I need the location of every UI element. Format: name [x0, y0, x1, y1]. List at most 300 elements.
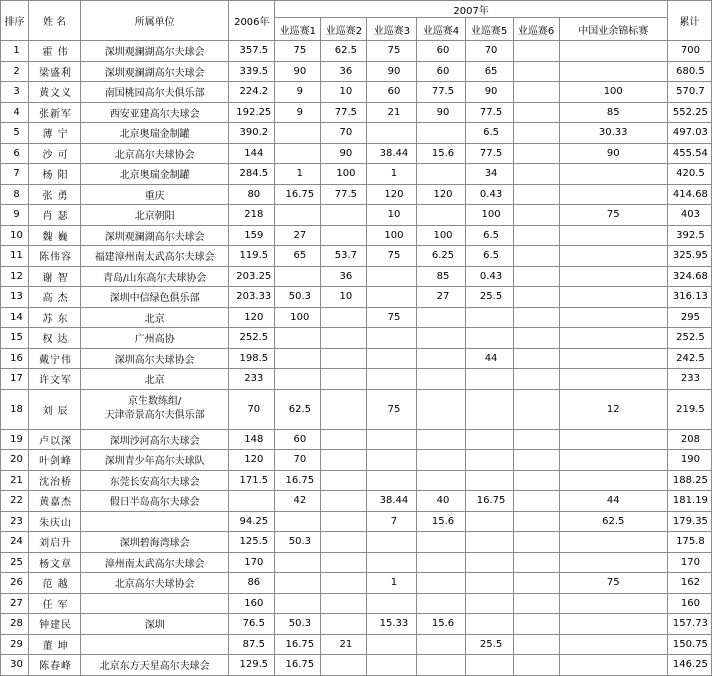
score-2006-cell: 144: [229, 143, 275, 164]
score-2006-cell: 218: [229, 205, 275, 226]
event-2-cell: 100: [321, 164, 367, 185]
championship-cell: 30.33: [559, 123, 667, 144]
event-1-cell: [275, 369, 321, 390]
event-5-cell: [465, 655, 513, 676]
player-name-cell: 张新军: [29, 102, 81, 123]
event-6-cell: [513, 328, 559, 349]
championship-cell: 44: [559, 491, 667, 512]
event-2-cell: 53.7: [321, 246, 367, 267]
event-2-cell: [321, 511, 367, 532]
event-2-cell: [321, 532, 367, 553]
event-1-cell: 90: [275, 61, 321, 82]
score-2006-cell: 80: [229, 184, 275, 205]
total-cell: 324.68: [667, 266, 711, 287]
event-2-cell: [321, 328, 367, 349]
player-name-cell: 杨 阳: [29, 164, 81, 185]
score-2006-cell: 357.5: [229, 41, 275, 62]
table-row: [1, 61, 712, 82]
org-cell: 深圳中信绿色俱乐部: [81, 287, 229, 308]
event-2-cell: 21: [321, 634, 367, 655]
championship-cell: [559, 61, 667, 82]
player-name-cell: 朱庆山: [29, 511, 81, 532]
table-row: [1, 655, 712, 676]
rank-cell: 9: [1, 205, 29, 226]
table-row: [1, 164, 712, 185]
score-2006-cell: 148: [229, 429, 275, 450]
event-6-cell: [513, 511, 559, 532]
total-cell: 392.5: [667, 225, 711, 246]
event-2-cell: [321, 429, 367, 450]
table-row: [1, 470, 712, 491]
event-4-cell: [417, 429, 465, 450]
table-row: [1, 205, 712, 226]
table-row: [1, 102, 712, 123]
event-3-cell: 10: [367, 205, 417, 226]
event-5-cell: 90: [465, 82, 513, 103]
event-2-cell: [321, 655, 367, 676]
championship-cell: [559, 450, 667, 471]
score-2006-cell: 203.25: [229, 266, 275, 287]
event-3-cell: 38.44: [367, 143, 417, 164]
event-6-cell: [513, 266, 559, 287]
event-4-cell: 90: [417, 102, 465, 123]
event-3-cell: 7: [367, 511, 417, 532]
player-name-cell: 沙 可: [29, 143, 81, 164]
event-1-cell: [275, 205, 321, 226]
event-3-cell: 120: [367, 184, 417, 205]
rank-cell: 12: [1, 266, 29, 287]
player-name-cell: 刘启升: [29, 532, 81, 553]
event-6-cell: [513, 614, 559, 635]
event-6-cell: [513, 634, 559, 655]
event-2-cell: [321, 369, 367, 390]
table-row: [1, 266, 712, 287]
rank-cell: 7: [1, 164, 29, 185]
rank-cell: 19: [1, 429, 29, 450]
org-cell: 深圳高尔夫球协会: [81, 348, 229, 369]
event-5-cell: 25.5: [465, 287, 513, 308]
total-cell: 175.8: [667, 532, 711, 553]
event-2-cell: [321, 593, 367, 614]
event-4-cell: [417, 328, 465, 349]
event-1-cell: 50.3: [275, 614, 321, 635]
player-name-cell: 戴宁伟: [29, 348, 81, 369]
event-4-cell: [417, 389, 465, 429]
event-3-cell: [367, 266, 417, 287]
championship-cell: [559, 614, 667, 635]
score-2006-cell: 160: [229, 593, 275, 614]
player-name-cell: 陈伟容: [29, 246, 81, 267]
score-2006-cell: 120: [229, 307, 275, 328]
championship-cell: 85: [559, 102, 667, 123]
event-5-cell: 6.5: [465, 246, 513, 267]
event-1-cell: 1: [275, 164, 321, 185]
event-3-cell: 75: [367, 246, 417, 267]
score-2006-cell: 233: [229, 369, 275, 390]
championship-cell: [559, 655, 667, 676]
table-row: [1, 225, 712, 246]
table-row: [1, 143, 712, 164]
event-5-cell: [465, 614, 513, 635]
table-row: [1, 532, 712, 553]
event-1-cell: [275, 123, 321, 144]
event-2-cell: [321, 225, 367, 246]
total-cell: 170: [667, 552, 711, 573]
championship-cell: [559, 532, 667, 553]
player-name-cell: 陈春峰: [29, 655, 81, 676]
event-6-cell: [513, 41, 559, 62]
event-3-cell: [367, 450, 417, 471]
score-2006-cell: [229, 491, 275, 512]
event-1-cell: 16.75: [275, 634, 321, 655]
header-event-4: 业巡赛4: [417, 18, 465, 41]
table-row: [1, 491, 712, 512]
header-row-top: [1, 1, 712, 18]
event-1-cell: 50.3: [275, 287, 321, 308]
rank-cell: 28: [1, 614, 29, 635]
player-name-cell: 魏 巍: [29, 225, 81, 246]
table-row: [1, 552, 712, 573]
event-5-cell: [465, 573, 513, 594]
header-event-2: 业巡赛2: [321, 18, 367, 41]
org-cell: 青岛/山东高尔夫球协会: [81, 266, 229, 287]
event-2-cell: [321, 552, 367, 573]
championship-cell: [559, 287, 667, 308]
score-2006-cell: 94.25: [229, 511, 275, 532]
total-cell: 188.25: [667, 470, 711, 491]
org-cell: 深圳: [81, 614, 229, 635]
event-3-cell: [367, 328, 417, 349]
rank-cell: 15: [1, 328, 29, 349]
event-4-cell: 100: [417, 225, 465, 246]
total-cell: 150.75: [667, 634, 711, 655]
event-5-cell: 77.5: [465, 102, 513, 123]
total-cell: 181.19: [667, 491, 711, 512]
player-name-cell: 黄文义: [29, 82, 81, 103]
header-event-1: 业巡赛1: [275, 18, 321, 41]
event-4-cell: [417, 470, 465, 491]
championship-cell: [559, 225, 667, 246]
championship-cell: [559, 184, 667, 205]
table-row: [1, 41, 712, 62]
event-3-cell: [367, 552, 417, 573]
event-4-cell: [417, 532, 465, 553]
event-4-cell: 27: [417, 287, 465, 308]
org-cell: 深圳观澜湖高尔夫球会: [81, 61, 229, 82]
rank-cell: 10: [1, 225, 29, 246]
event-2-cell: [321, 470, 367, 491]
player-name-cell: 刘 辰: [29, 389, 81, 429]
event-6-cell: [513, 532, 559, 553]
event-2-cell: [321, 307, 367, 328]
event-3-cell: 75: [367, 389, 417, 429]
event-6-cell: [513, 225, 559, 246]
rank-cell: 21: [1, 470, 29, 491]
event-5-cell: 77.5: [465, 143, 513, 164]
org-cell: 广州高协: [81, 328, 229, 349]
event-5-cell: 44: [465, 348, 513, 369]
player-name-cell: 沈治桥: [29, 470, 81, 491]
event-3-cell: 100: [367, 225, 417, 246]
table-row: [1, 82, 712, 103]
rank-cell: 4: [1, 102, 29, 123]
event-4-cell: [417, 593, 465, 614]
total-cell: 157.73: [667, 614, 711, 635]
event-2-cell: 36: [321, 61, 367, 82]
event-5-cell: [465, 532, 513, 553]
event-2-cell: 10: [321, 82, 367, 103]
event-2-cell: [321, 205, 367, 226]
total-cell: 160: [667, 593, 711, 614]
score-2006-cell: 86: [229, 573, 275, 594]
event-3-cell: 15.33: [367, 614, 417, 635]
org-cell: 北京东方天星高尔夫球会: [81, 655, 229, 676]
ranking-rows: [1, 41, 712, 676]
championship-cell: 12: [559, 389, 667, 429]
event-5-cell: [465, 470, 513, 491]
rank-cell: 8: [1, 184, 29, 205]
table-row: [1, 123, 712, 144]
event-6-cell: [513, 123, 559, 144]
event-1-cell: [275, 511, 321, 532]
event-4-cell: 77.5: [417, 82, 465, 103]
total-cell: 242.5: [667, 348, 711, 369]
championship-cell: [559, 307, 667, 328]
event-5-cell: 70: [465, 41, 513, 62]
event-3-cell: 38.44: [367, 491, 417, 512]
org-cell: 北京奥瑞金制罐: [81, 164, 229, 185]
event-4-cell: 60: [417, 61, 465, 82]
total-cell: 552.25: [667, 102, 711, 123]
player-name-cell: 权 达: [29, 328, 81, 349]
org-cell: 北京朝阳: [81, 205, 229, 226]
event-6-cell: [513, 552, 559, 573]
total-cell: 680.5: [667, 61, 711, 82]
event-4-cell: 15.6: [417, 511, 465, 532]
player-name-cell: 任 军: [29, 593, 81, 614]
event-3-cell: 21: [367, 102, 417, 123]
total-cell: 146.25: [667, 655, 711, 676]
event-4-cell: 6.25: [417, 246, 465, 267]
org-cell: 假日半岛高尔夫球会: [81, 491, 229, 512]
championship-cell: 90: [559, 143, 667, 164]
header-org: 所属单位: [81, 1, 229, 41]
event-3-cell: 75: [367, 307, 417, 328]
player-name-cell: 卢以深: [29, 429, 81, 450]
player-name-cell: 钟建民: [29, 614, 81, 635]
event-5-cell: 65: [465, 61, 513, 82]
event-1-cell: [275, 328, 321, 349]
table-row: [1, 287, 712, 308]
event-3-cell: 90: [367, 61, 417, 82]
org-cell: 漳州南太武高尔夫球会: [81, 552, 229, 573]
score-2006-cell: 120: [229, 450, 275, 471]
score-2006-cell: 70: [229, 389, 275, 429]
org-cell: 深圳碧海湾球会: [81, 532, 229, 553]
event-1-cell: 62.5: [275, 389, 321, 429]
table-row: [1, 614, 712, 635]
event-2-cell: [321, 389, 367, 429]
event-2-cell: [321, 348, 367, 369]
org-cell: 重庆: [81, 184, 229, 205]
event-4-cell: [417, 655, 465, 676]
event-3-cell: [367, 655, 417, 676]
rank-cell: 3: [1, 82, 29, 103]
total-cell: 316.13: [667, 287, 711, 308]
event-1-cell: 27: [275, 225, 321, 246]
total-cell: 420.5: [667, 164, 711, 185]
table-row: [1, 573, 712, 594]
rank-cell: 13: [1, 287, 29, 308]
event-6-cell: [513, 143, 559, 164]
table-row: [1, 328, 712, 349]
event-1-cell: 75: [275, 41, 321, 62]
event-2-cell: 10: [321, 287, 367, 308]
event-1-cell: 16.75: [275, 184, 321, 205]
table-row: [1, 429, 712, 450]
score-2006-cell: 170: [229, 552, 275, 573]
championship-cell: [559, 328, 667, 349]
event-5-cell: 25.5: [465, 634, 513, 655]
championship-cell: [559, 164, 667, 185]
event-6-cell: [513, 429, 559, 450]
event-6-cell: [513, 470, 559, 491]
score-2006-cell: 390.2: [229, 123, 275, 144]
event-1-cell: [275, 593, 321, 614]
event-4-cell: 60: [417, 41, 465, 62]
event-2-cell: 36: [321, 266, 367, 287]
player-name-cell: 肖 瑟: [29, 205, 81, 226]
rank-cell: 14: [1, 307, 29, 328]
org-cell: 北京: [81, 369, 229, 390]
total-cell: 162: [667, 573, 711, 594]
event-6-cell: [513, 184, 559, 205]
score-2006-cell: 159: [229, 225, 275, 246]
rank-cell: 22: [1, 491, 29, 512]
event-4-cell: [417, 369, 465, 390]
event-6-cell: [513, 450, 559, 471]
event-1-cell: [275, 573, 321, 594]
event-3-cell: 1: [367, 573, 417, 594]
event-2-cell: [321, 573, 367, 594]
event-3-cell: [367, 429, 417, 450]
header-total: 累计: [667, 1, 711, 41]
championship-cell: [559, 348, 667, 369]
event-1-cell: 100: [275, 307, 321, 328]
table-row: [1, 184, 712, 205]
total-cell: 219.5: [667, 389, 711, 429]
event-6-cell: [513, 82, 559, 103]
event-4-cell: 15.6: [417, 614, 465, 635]
event-4-cell: [417, 450, 465, 471]
rank-cell: 24: [1, 532, 29, 553]
table-row: [1, 348, 712, 369]
championship-cell: [559, 369, 667, 390]
event-4-cell: [417, 348, 465, 369]
event-3-cell: [367, 369, 417, 390]
event-4-cell: 40: [417, 491, 465, 512]
event-6-cell: [513, 246, 559, 267]
org-cell: [81, 593, 229, 614]
total-cell: 179.35: [667, 511, 711, 532]
org-cell: 深圳青少年高尔夫球队: [81, 450, 229, 471]
table-row: [1, 246, 712, 267]
championship-cell: 75: [559, 573, 667, 594]
player-name-cell: 杨文章: [29, 552, 81, 573]
total-cell: 700: [667, 41, 711, 62]
rank-cell: 2: [1, 61, 29, 82]
event-5-cell: 100: [465, 205, 513, 226]
event-6-cell: [513, 655, 559, 676]
table-row: [1, 511, 712, 532]
score-2006-cell: 192.25: [229, 102, 275, 123]
event-6-cell: [513, 164, 559, 185]
rank-cell: 26: [1, 573, 29, 594]
event-5-cell: 6.5: [465, 123, 513, 144]
total-cell: 497.03: [667, 123, 711, 144]
event-5-cell: [465, 328, 513, 349]
championship-cell: 100: [559, 82, 667, 103]
rank-cell: 6: [1, 143, 29, 164]
event-6-cell: [513, 369, 559, 390]
championship-cell: [559, 41, 667, 62]
event-4-cell: 15.6: [417, 143, 465, 164]
score-2006-cell: 198.5: [229, 348, 275, 369]
event-2-cell: [321, 450, 367, 471]
player-name-cell: 张 勇: [29, 184, 81, 205]
score-2006-cell: 129.5: [229, 655, 275, 676]
event-1-cell: [275, 348, 321, 369]
org-cell: 北京: [81, 307, 229, 328]
header-name: 姓 名: [29, 1, 81, 41]
player-name-cell: 董 坤: [29, 634, 81, 655]
event-6-cell: [513, 102, 559, 123]
rank-cell: 29: [1, 634, 29, 655]
event-3-cell: [367, 532, 417, 553]
player-name-cell: 苏 东: [29, 307, 81, 328]
event-5-cell: 0.43: [465, 266, 513, 287]
event-2-cell: [321, 614, 367, 635]
header-2006: 2006年: [229, 1, 275, 41]
event-1-cell: 65: [275, 246, 321, 267]
table-row: [1, 450, 712, 471]
event-4-cell: [417, 307, 465, 328]
org-cell: 京生数练组/ 天津帝景高尔夫俱乐部: [81, 389, 229, 429]
score-2006-cell: 125.5: [229, 532, 275, 553]
event-4-cell: [417, 552, 465, 573]
event-3-cell: [367, 348, 417, 369]
header-2007: 2007年: [275, 1, 668, 18]
score-2006-cell: 171.5: [229, 470, 275, 491]
score-2006-cell: 252.5: [229, 328, 275, 349]
rank-cell: 20: [1, 450, 29, 471]
total-cell: 190: [667, 450, 711, 471]
header-championship: 中国业余锦标赛: [559, 18, 667, 41]
header-event-3: 业巡赛3: [367, 18, 417, 41]
rank-cell: 5: [1, 123, 29, 144]
event-2-cell: 90: [321, 143, 367, 164]
score-2006-cell: 284.5: [229, 164, 275, 185]
org-cell: 深圳观澜湖高尔夫球会: [81, 225, 229, 246]
event-3-cell: [367, 470, 417, 491]
event-6-cell: [513, 287, 559, 308]
event-3-cell: 75: [367, 41, 417, 62]
event-4-cell: [417, 123, 465, 144]
org-cell: 深圳沙河高尔夫球会: [81, 429, 229, 450]
rank-cell: 17: [1, 369, 29, 390]
player-name-cell: 叶剑峰: [29, 450, 81, 471]
event-6-cell: [513, 307, 559, 328]
